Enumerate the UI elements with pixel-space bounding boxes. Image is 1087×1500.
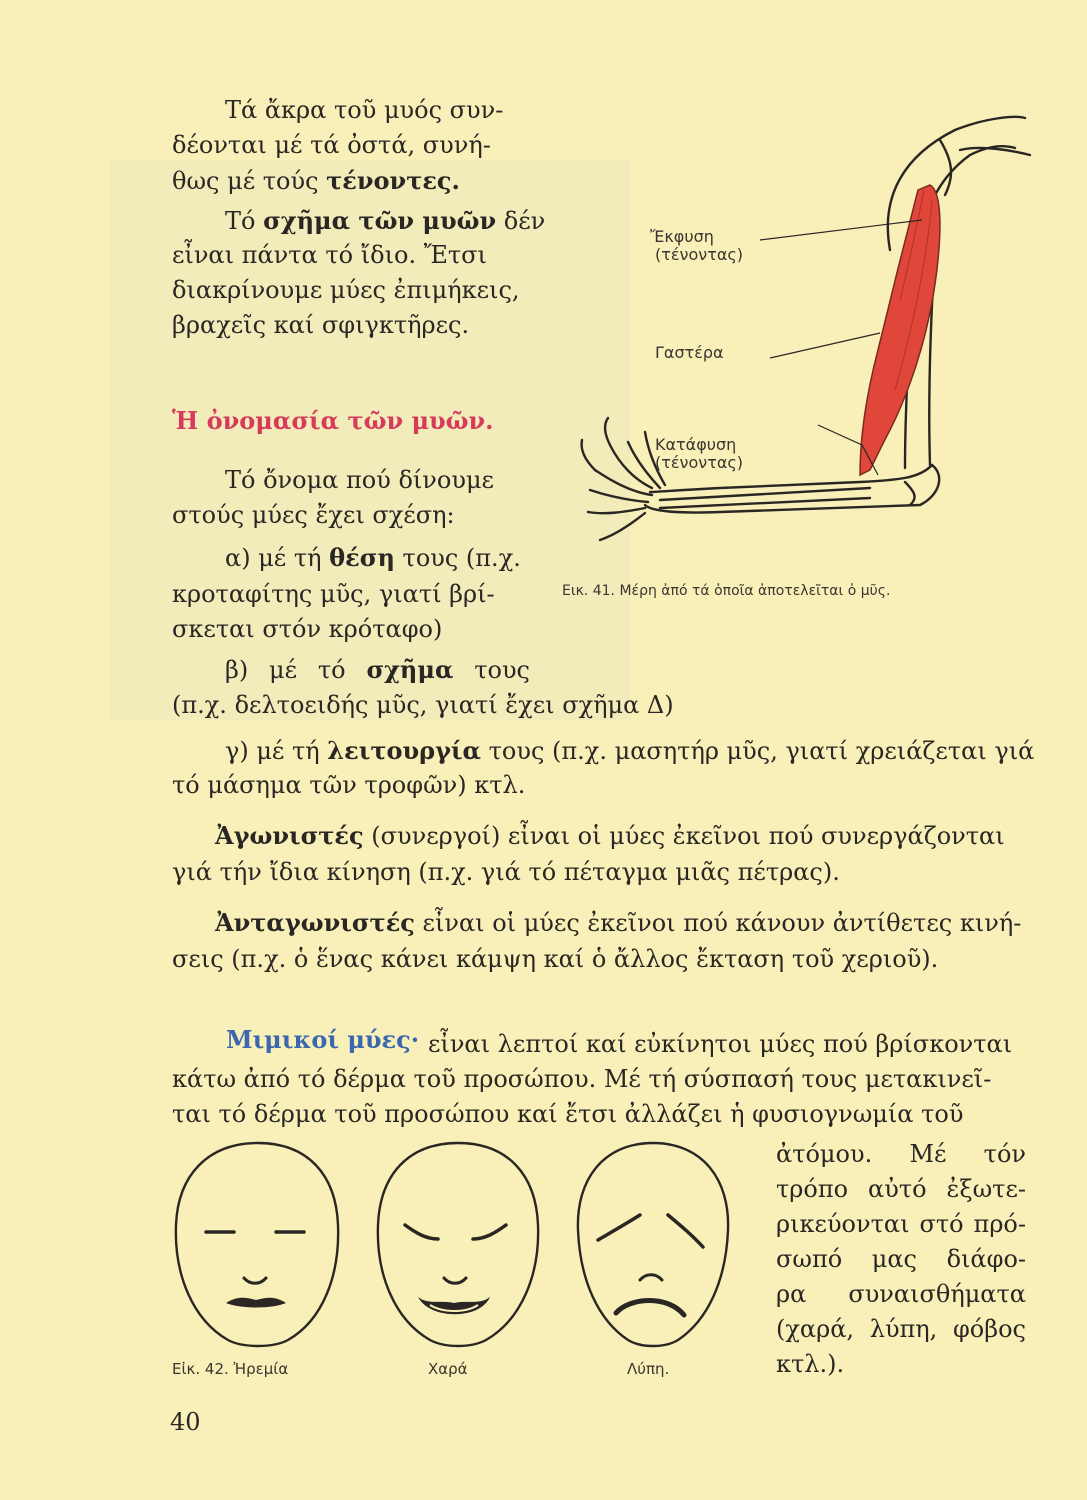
biceps-muscle [860, 185, 940, 475]
label-insertion: Κατάφυση [655, 435, 737, 454]
intro-line-6: διακρίνουμε μύες ἐπιμήκεις, [172, 276, 520, 304]
intro-line-4: Τό σχῆμα τῶν μυῶν δέν [225, 206, 546, 235]
mimic-right-5: ρα συναισθήματα [776, 1280, 1026, 1308]
arm-muscle-illustration [560, 100, 1040, 560]
figure-42-caption-sadness: Λύπη. [627, 1360, 670, 1378]
naming-c-line-2: τό μάσημα τῶν τροφῶν) κτλ. [172, 771, 526, 799]
intro-line-3: θως μέ τούς τένοντες. [172, 166, 460, 195]
term-tendons: τένοντες. [326, 166, 460, 195]
mimic-line-2: κάτω ἀπό τό δέρμα τοῦ προσώπου. Μέ τή σύσπασή τους μετακινεῖ- [172, 1065, 992, 1093]
mimic-line-1: εἶναι λεπτοί καί εὐκίνητοι μύες πού βρίσκονται [428, 1030, 1013, 1058]
mimic-line-3: ται τό δέρμα τοῦ προσώπου καί ἔτσι ἀλλάζει ἡ φυσιογνωμία τοῦ [172, 1100, 964, 1128]
term-muscle-shape: σχῆμα τῶν μυῶν [263, 206, 497, 235]
naming-c-line-1: γ) μέ τή λειτουργία τους (π.χ. μασητήρ μῦς, γιατί χρειάζεται γιά [225, 736, 1035, 765]
antagonists-line-2: σεις (π.χ. ὁ ἕνας κάνει κάμψη καί ὁ ἄλλος ἔκταση τοῦ χεριοῦ). [172, 945, 939, 973]
naming-a-line-3: σκεται στόν κρόταφο) [172, 615, 443, 643]
label-origin: Ἔκφυση [650, 227, 714, 246]
label-origin-tendon: (τένοντας) [655, 245, 743, 264]
label-belly: Γαστέρα [655, 343, 724, 362]
mimic-heading: Μιμικοί μύες· [226, 1025, 420, 1054]
intro-line-1: Τά ἄκρα τοῦ μυός συν- [225, 96, 504, 124]
naming-line-1: Τό ὄνομα πού δίνουμε [225, 466, 494, 494]
mimic-right-6: (χαρά, λύπη, φόβος [776, 1315, 1026, 1343]
face-sadness [568, 1135, 738, 1355]
mimic-right-3: ρικεύονται στό πρό- [776, 1210, 1026, 1238]
page-number: 40 [170, 1408, 201, 1436]
mimic-right-2: τρόπο αὐτό ἐξωτε- [776, 1175, 1026, 1203]
figure-41-caption: Εικ. 41. Μέρη ἀπό τά ὁποῖα ἀποτελεῖται ὁ μῦς. [562, 583, 891, 599]
naming-a-line-1: α) μέ τή θέση τους (π.χ. [225, 543, 521, 572]
intro-line-2: δέονται μέ τά ὀστά, συνή- [172, 131, 491, 159]
face-calm [168, 1135, 348, 1355]
naming-b-line-2: (π.χ. δελτοειδής μῦς, γιατί ἔχει σχῆμα Δ) [172, 691, 674, 719]
antagonists-line-1: Ἀνταγωνιστές εἶναι οἱ μύες ἐκεῖνοι πού κάνουν ἀντίθετες κινή- [215, 908, 1022, 937]
figure-42-caption-joy: Χαρά [428, 1360, 468, 1378]
mimic-right-4: σωπό μας διάφο- [776, 1245, 1026, 1273]
agonists-line-2: γιά τήν ἴδια κίνηση (π.χ. γιά τό πέταγμα μιᾶς πέτρας). [172, 858, 840, 886]
naming-heading: Ἡ ὀνομασία τῶν μυῶν. [172, 406, 494, 435]
naming-a-line-2: κροταφίτης μῦς, γιατί βρί- [172, 580, 495, 608]
mimic-right-7: κτλ.). [776, 1350, 845, 1378]
intro-line-5: εἶναι πάντα τό ἴδιο. Ἔτσι [172, 241, 487, 269]
naming-b-line-1: β) μέ τό σχῆμα τους [225, 655, 530, 684]
naming-line-2: στούς μύες ἔχει σχέση: [172, 501, 455, 529]
label-insertion-tendon: (τένοντας) [655, 453, 743, 472]
mimic-right-1: ἀτόμου. Μέ τόν [776, 1140, 1026, 1168]
agonists-line-1: Ἀγωνιστές (συνεργοί) εἶναι οἱ μύες ἐκεῖνοι πού συνεργάζονται [215, 821, 1005, 850]
face-joy [368, 1135, 548, 1355]
intro-line-7: βραχεῖς καί σφιγκτῆρες. [172, 311, 470, 339]
figure-42-caption-calm: Εἰκ. 42. Ἠρεμία [172, 1360, 289, 1378]
